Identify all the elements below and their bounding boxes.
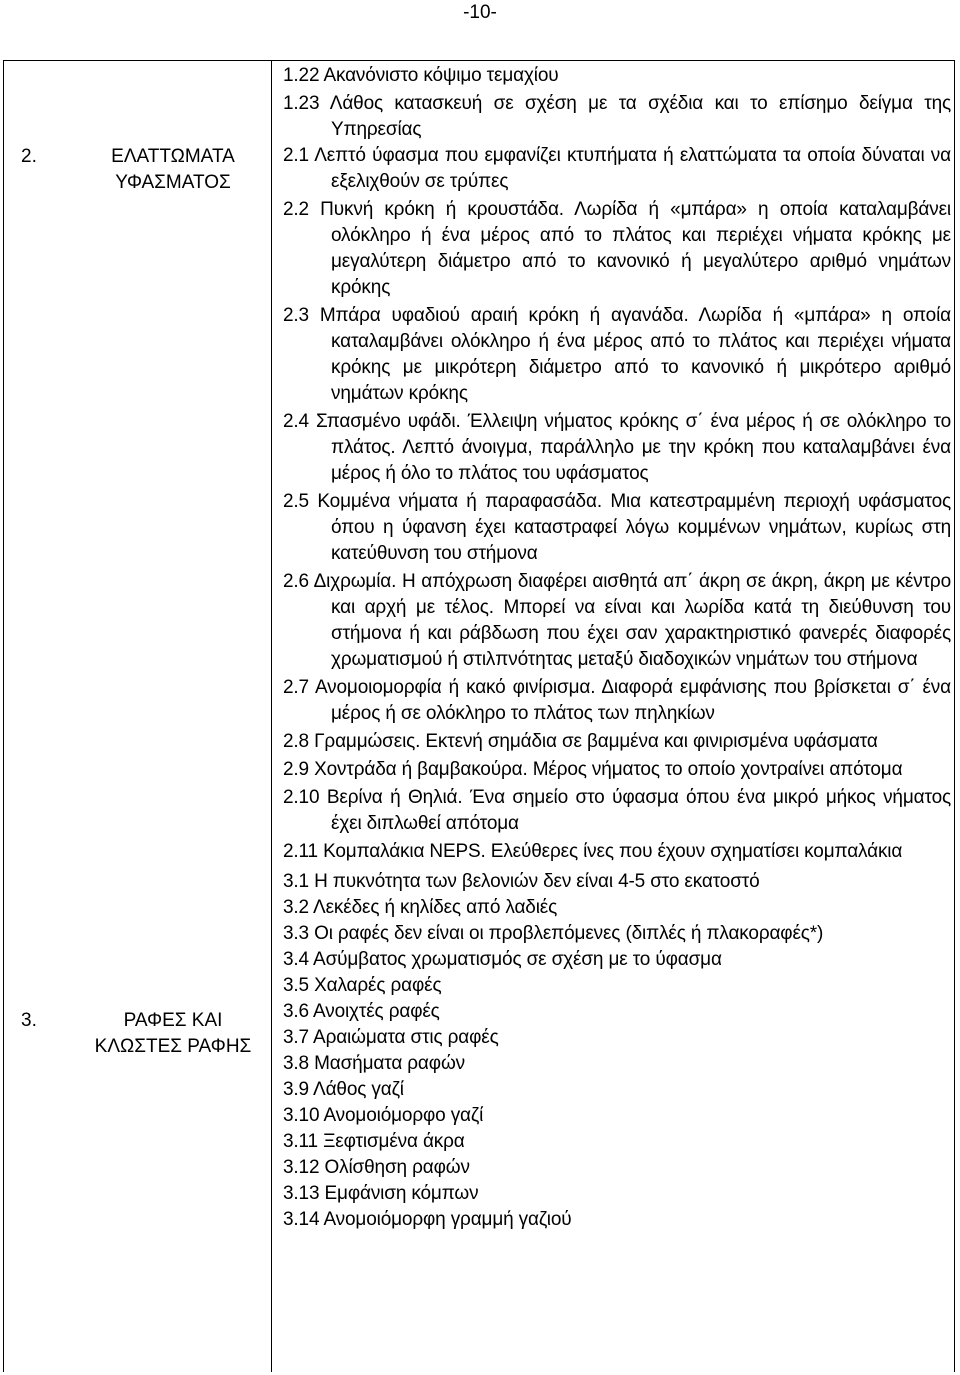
page-number: -10- [463, 2, 497, 23]
defect-item: 3.12 Ολίσθηση ραφών [283, 1157, 470, 1178]
category-name-line: ΡΑΦΕΣ ΚΑΙ [123, 1010, 223, 1031]
defect-item: 3.5 Χαλαρές ραφές [283, 975, 442, 996]
defect-item: 3.2 Λεκέδες ή κηλίδες από λαδιές [283, 897, 558, 918]
defect-item: 3.8 Μασήματα ραφών [283, 1053, 465, 1074]
defect-item: 2.5 Κομμένα νήματα ή παραφασάδα. Μια κατεστραμμένη περιοχή υφάσματος όπου η ύφανση έχει καταστραφεί λόγω κομμένων νημάτων, κυρίως στη κατεύθυνση του στήμονα [283, 491, 951, 564]
section-1-tail [283, 63, 951, 143]
defect-item: 3.6 Ανοιχτές ραφές [283, 1001, 440, 1022]
defect-item: 3.11 Ξεφτισμένα άκρα [283, 1131, 465, 1152]
defect-item: 3.9 Λάθος γαζί [283, 1079, 404, 1100]
defect-item: 2.3 Μπάρα υφαδιού αραιή κρόκη ή αγανάδα. Λωρίδα ή «μπάρα» η οποία καταλαμβάνει ολόκληρο ή ένα μέρος από το πλάτος και περιέχει νήματα κρόκης με μικρότερη διάμετρο από το κανονικό ή μικρότερο αριθμό νημάτων κρόκης [283, 305, 951, 404]
defect-item: 3.13 Εμφάνιση κόμπων [283, 1183, 479, 1204]
defect-item: 3.4 Ασύμβατος χρωματισμός σε σχέση με το ύφασμα [283, 949, 722, 970]
defect-item: 2.8 Γραμμώσεις. Εκτενή σημάδια σε βαμμένα και φινιρισμένα υφάσματα [283, 731, 878, 752]
defect-item: 2.9 Χοντράδα ή βαμβακούρα. Μέρος νήματος το οποίο χοντραίνει απότομα [283, 759, 903, 780]
defect-item: 3.7 Αραιώματα στις ραφές [283, 1027, 499, 1048]
category-name-line: ΕΛΑΤΤΩΜΑΤΑ [111, 146, 235, 167]
defect-item: 1.23 Λάθος κατασκευή σε σχέση με τα σχέδια και το επίσημο δείγμα της Υπηρεσίας [283, 93, 951, 140]
defect-item: 3.10 Ανομοιόμορφο γαζί [283, 1105, 484, 1126]
category-name-2 [75, 144, 271, 196]
defect-item: 2.6 Διχρωμία. Η απόχρωση διαφέρει αισθητά απ΄ άκρη σε άκρη, άκρη με κέντρο και αρχή με τέλος. Μπορεί να είναι και λωρίδα κατά τη διεύθυνση του στήμονα ή και ράβδωση που έχει σαν χαρακτηριστικό φανερές διαφορές χρωματισμού ή στιλπνότητας μεταξύ διαδοχικών νημάτων του στήμονα [283, 571, 951, 670]
defect-item: 1.22 Ακανόνιστο κόψιμο τεμαχίου [283, 65, 559, 86]
category-name-line: ΚΛΩΣΤΕΣ ΡΑΦΗΣ [94, 1036, 252, 1057]
column-divider [271, 60, 272, 1372]
defect-item: 3.1 Η πυκνότητα των βελονιών δεν είναι 4-5 στο εκατοστό [283, 871, 760, 892]
defect-item: 2.7 Ανομοιομορφία ή κακό φινίρισμα. Διαφορά εμφάνισης που βρίσκεται σ΄ ένα μέρος ή σε ολόκληρο το πλάτος των πηληκίων [283, 677, 951, 724]
category-name-3 [75, 1008, 271, 1060]
defect-item: 2.2 Πυκνή κρόκη ή κρουστάδα. Λωρίδα ή «μπάρα» η οποία καταλαμβάνει ολόκληρο ή ένα μέρος από το πλάτος και περιέχει νήματα κρόκης με μεγαλύτερη διάμετρο από το κανονικό ή μεγαλύτερο αριθμό νημάτων κρόκης [283, 199, 951, 298]
category-number-2: 2. [21, 146, 37, 167]
category-number-3: 3. [21, 1010, 37, 1031]
defect-item: 3.3 Οι ραφές δεν είναι οι προβλεπόμενες (διπλές ή πλακοραφές*) [283, 923, 824, 944]
section-2-list [283, 143, 951, 865]
defect-item: 2.10 Βερίνα ή Θηλιά. Ένα σημείο στο ύφασμα όπου ένα μικρό μήκος νήματος έχει διπλωθεί απότομα [283, 787, 951, 834]
defect-item: 2.1 Λεπτό ύφασμα που εμφανίζει κτυπήματα ή ελαττώματα τα οποία δύναται να εξελιχθούν σε τρύπες [283, 145, 951, 192]
category-name-line: ΥΦΑΣΜΑΤΟΣ [115, 172, 231, 193]
section-3-list [283, 869, 951, 1233]
defect-item: 2.4 Σπασμένο υφάδι. Έλλειψη νήματος κρόκης σ΄ ένα μέρος ή σε ολόκληρο το πλάτος. Λεπτό άνοιγμα, παράλληλο με την κρόκη που καταλαμβάνει ένα μέρος ή όλο το πλάτος του υφάσματος [283, 411, 951, 484]
defect-item: 3.14 Ανομοιόμορφη γραμμή γαζιού [283, 1209, 572, 1230]
defect-list [283, 63, 951, 1233]
defect-item: 2.11 Κομπαλάκια NEPS. Ελεύθερες ίνες που έχουν σχηματίσει κομπαλάκια [283, 841, 903, 862]
